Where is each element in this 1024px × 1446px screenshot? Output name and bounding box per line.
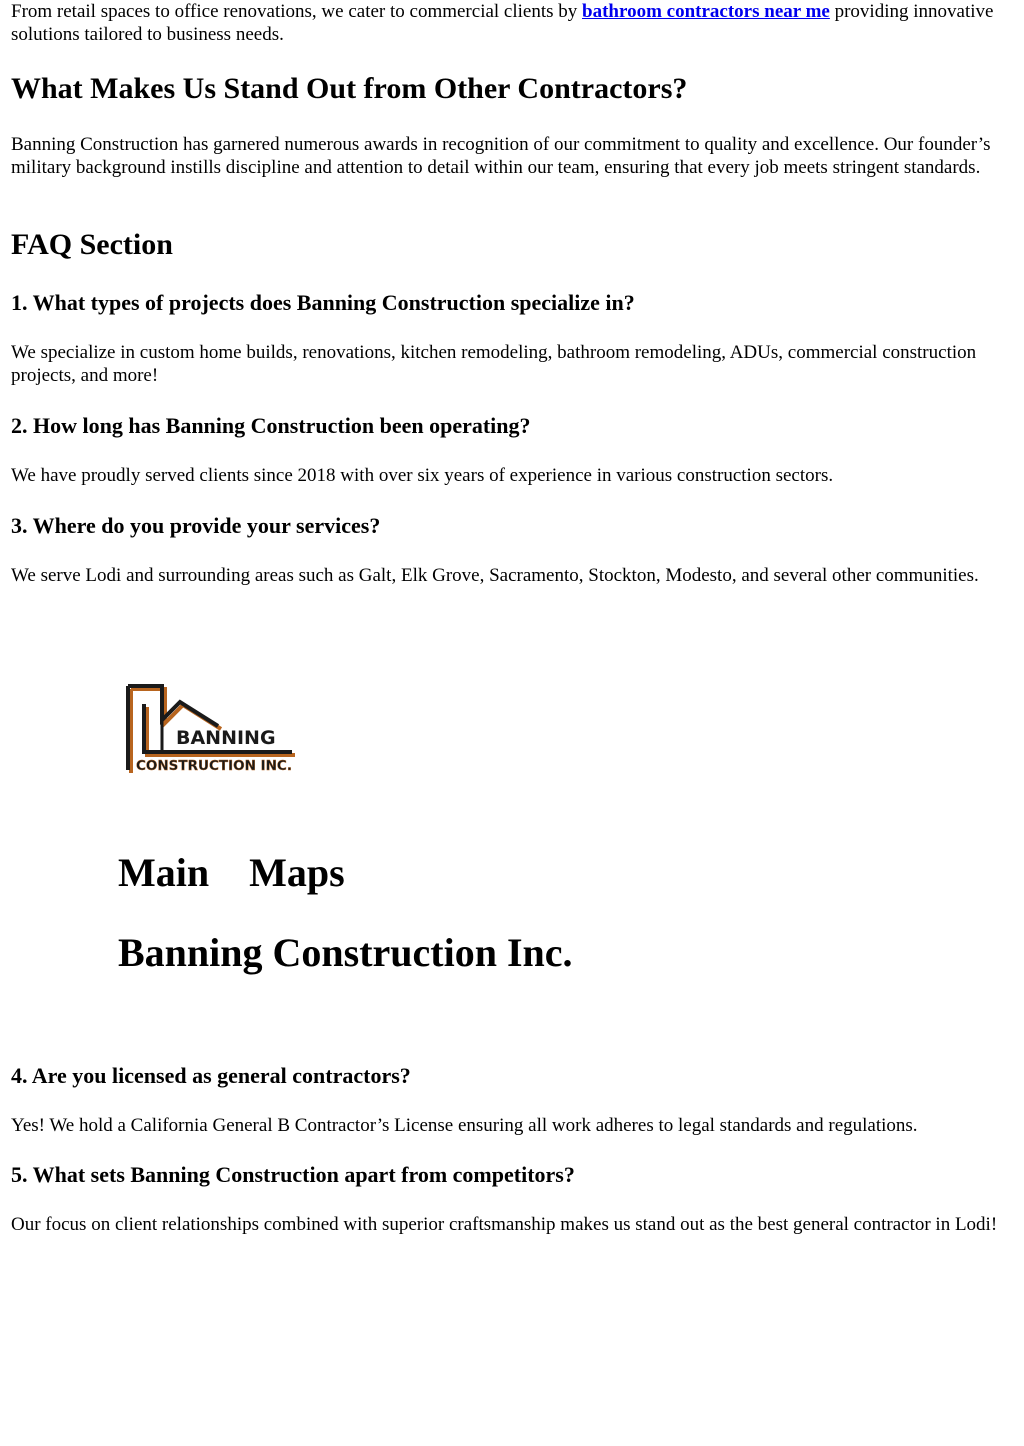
intro-text-after: providing innovative solutions tailored to business needs. <box>11 1 994 45</box>
faq-answer-3-text: We serve Lodi and surrounding areas such as Galt, Elk Grove, Sacramento, Stockton, Modesto, and several other communities. <box>11 565 979 586</box>
faq-question-2: 2. How long has Banning Construction been operating? <box>11 413 531 438</box>
banning-logo-graphic <box>122 680 312 776</box>
faq-answer-2 <box>11 464 1012 487</box>
nav-main-link[interactable]: Main <box>118 850 210 895</box>
faq-answer-3 <box>11 564 1012 587</box>
faq-answer-4-text: Yes! We hold a California General B Contractor’s License ensuring all work adheres to legal standards and regulations. <box>11 1115 918 1136</box>
stand-out-paragraph <box>11 133 1012 179</box>
logo-line-2: CONSTRUCTION INC. <box>136 758 292 774</box>
nav-maps-link[interactable]: Maps <box>249 850 345 895</box>
faq-heading: FAQ Section <box>11 228 173 261</box>
faq-question-5: 5. What sets Banning Construction apart from competitors? <box>11 1162 575 1187</box>
faq-answer-1-text: We specialize in custom home builds, renovations, kitchen remodeling, bathroom remodeling, ADUs, commercial construction projects, and more! <box>11 342 977 386</box>
banning-logo <box>122 680 312 776</box>
business-name: Banning Construction Inc. <box>118 930 573 975</box>
intro-text-before: From retail spaces to office renovations, we cater to commercial clients by <box>11 1 583 22</box>
faq-question-4: 4. Are you licensed as general contractors? <box>11 1063 411 1088</box>
stand-out-heading: What Makes Us Stand Out from Other Contractors? <box>11 72 688 105</box>
faq-question-3: 3. Where do you provide your services? <box>11 513 381 538</box>
faq-question-1: 1. What types of projects does Banning Construction specialize in? <box>11 290 635 315</box>
bathroom-contractors-link[interactable]: bathroom contractors near me <box>582 1 830 22</box>
faq-answer-2-text: We have proudly served clients since 2018 with over six years of experience in various construction sectors. <box>11 465 834 486</box>
faq-answer-5-text: Our focus on client relationships combined with superior craftsmanship makes us stand out as the best general contractor in Lodi! <box>11 1214 998 1235</box>
faq-answer-4 <box>11 1114 1012 1137</box>
faq-answer-5 <box>11 1213 1012 1236</box>
faq-answer-1 <box>11 341 1012 387</box>
stand-out-text: Banning Construction has garnered numerous awards in recognition of our commitment to quality and excellence. Our founder’s military background instills discipline and attention to detail within our team, ensuring that every job meets stringent standards. <box>11 134 991 178</box>
intro-paragraph <box>11 0 1012 46</box>
logo-line-1: BANNING <box>176 727 276 749</box>
card-nav <box>118 850 345 896</box>
